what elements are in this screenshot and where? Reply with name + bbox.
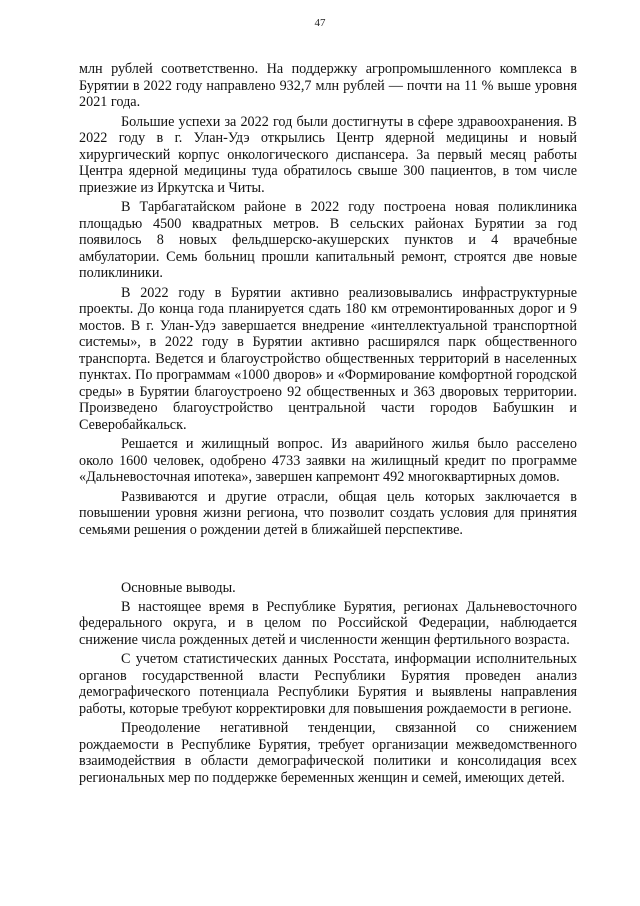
section-heading-conclusions: Основные выводы. (121, 580, 236, 596)
paragraph-healthcare: Большие успехи за 2022 год были достигнуты в сфере здравоохранения. В 2022 году в г. Улан-Удэ открылись Центр ядерной медицины и новый хирургический корпус онкологического диспансера. За первый месяц работы Центра ядерной медицины туда обратилось свыше 300 пациентов, в том числе приезжие из Иркутска и Читы. (79, 113, 577, 196)
paragraph-agriculture: млн рублей соответственно. На поддержку агропромышленного комплекса в Бурятии в 2022 году направлено 932,7 млн рублей — почти на 11 % выше уровня 2021 года. (79, 61, 577, 110)
conclusion-paragraph: В настоящее время в Республике Бурятия, регионах Дальневосточного федерального округа, и в целом по Российской Федерации, наблюдается снижение числа рожденных детей и численности женщин фертильного возраста. (79, 598, 577, 648)
paragraph-clinics: В Тарбагатайском районе в 2022 году построена новая поликлиника площадью 4500 квадратных метров. В сельских районах Бурятии за год появилось 8 новых фельдшерско-акушерских пунктов и 4 врачебные амбулатории. Семь больниц прошли капитальный ремонт, строятся две новые поликлиники. (79, 199, 577, 281)
page-body (79, 61, 577, 789)
paragraph-infrastructure: В 2022 году в Бурятии активно реализовывались инфраструктурные проекты. До конца года планируется сдать 180 км отремонтированных дорог и 9 мостов. В г. Улан-Удэ завершается внедрение «интеллектуальной транспортной системы», в 2022 году в Бурятии активно расширялся парк общественного транспорта. Ведется и благоустройство общественных территорий в населенных пунктах. По программам «1000 дворов» и «Формирование комфортной городской среды» в Бурятии благоустроено 92 общественных и 363 дворовых территории. Произведено благоустройство центральной части городов Бабушкин и Северобайкальск. (79, 284, 577, 433)
page-number: 47 (314, 17, 326, 29)
conclusion-paragraph: С учетом статистических данных Росстата, информации исполнительных органов государственной власти Республики Бурятия проведен анализ демографического потенциала Республики Бурятия и выявлены направления работы, которые требуют корректировки для повышения рождаемости в регионе. (79, 651, 577, 717)
conclusion-paragraph: Преодоление негативной тенденции, связанной со снижением рождаемости в Республике Бурятия, требует организации межведомственного взаимодействия в области демографической политики и консолидация всех региональных мер по поддержке беременных женщин и семей, имеющих детей. (79, 720, 577, 786)
paragraph-other-sectors: Развиваются и другие отрасли, общая цель которых заключается в повышении уровня жизни региона, что позволит создать условия для принятия семьями решения о рождении детей в ближайшей перспективе. (79, 488, 577, 538)
paragraph-housing: Решается и жилищный вопрос. Из аварийного жилья было расселено около 1600 человек, одобрено 4733 заявки на жилищный кредит по программе «Дальневосточная ипотека», завершен капремонт 492 многоквартирных домов. (79, 436, 577, 485)
